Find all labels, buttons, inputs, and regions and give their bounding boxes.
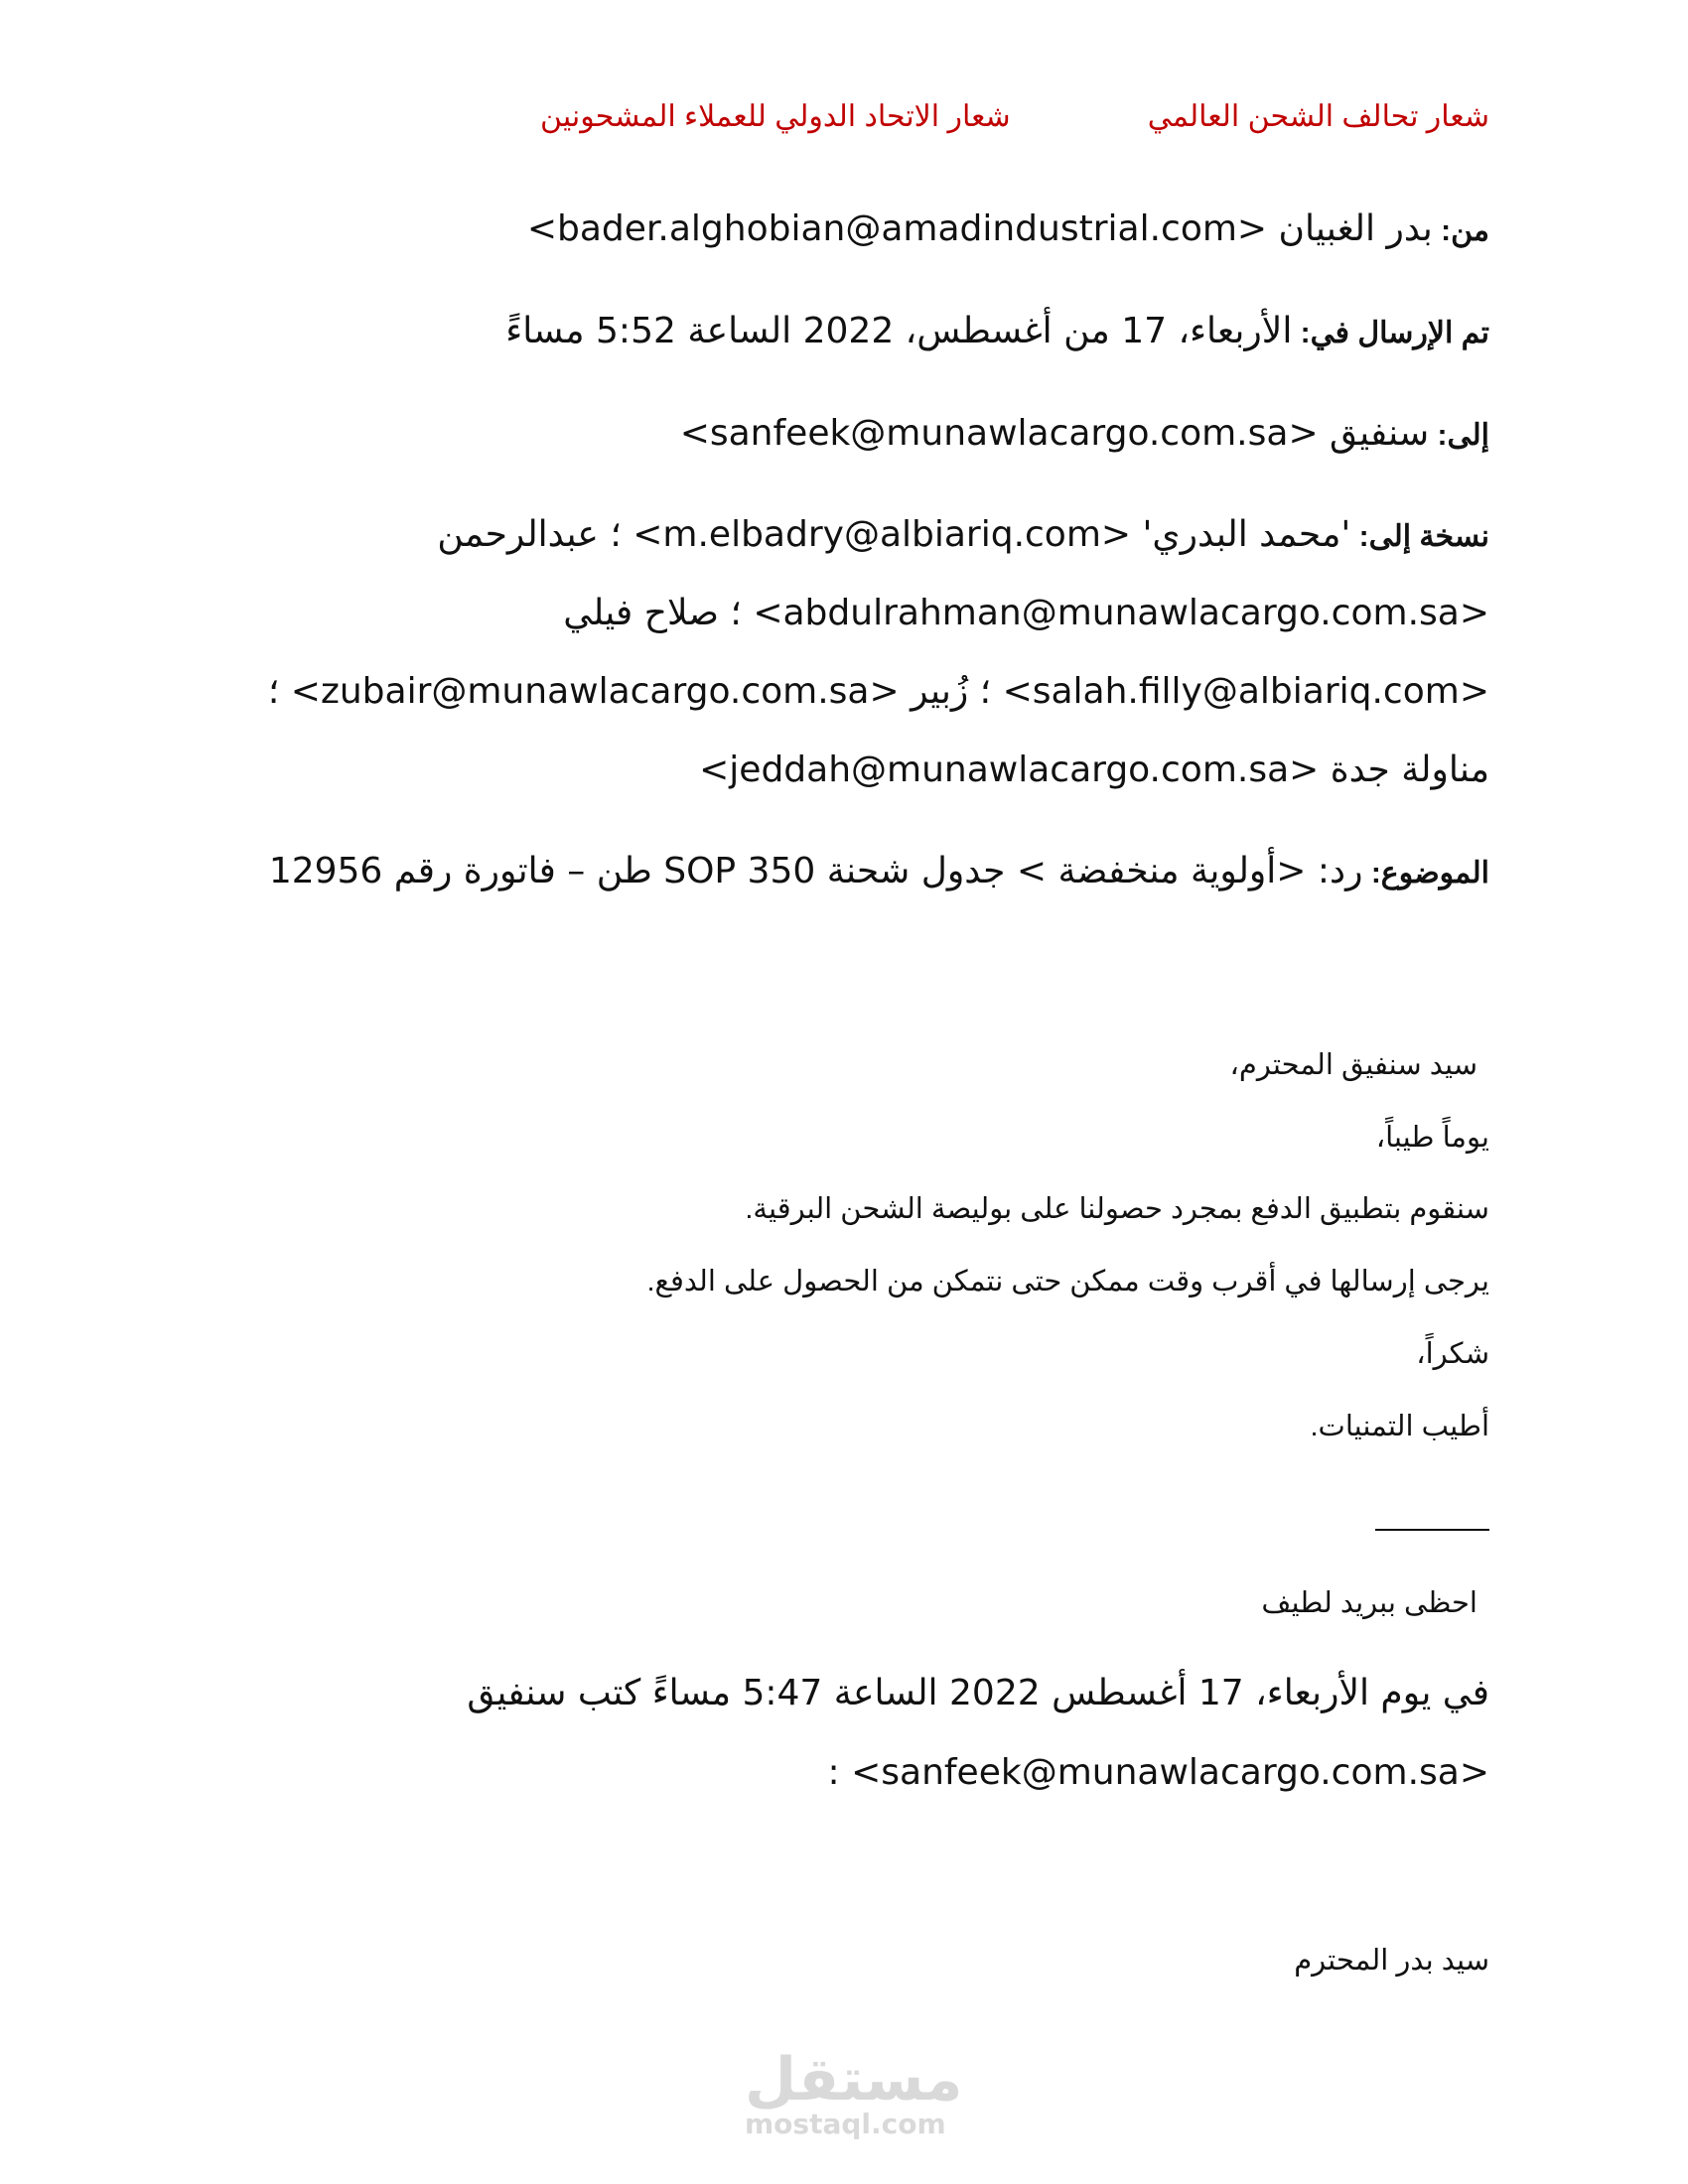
subject-value: رد: <أولوية منخفضة > جدول شحنة SOP 350 طن – فاتورة رقم 12956 — [268, 851, 1363, 891]
body-regards: أطيب التمنيات. — [1310, 1411, 1489, 1442]
mostaql-watermark — [745, 2045, 963, 2140]
cc-line-1 — [437, 514, 1489, 555]
to-value: سنفيق <sanfeek@munawlacargo.com.sa> — [679, 413, 1430, 454]
from-label: من: — [1441, 214, 1489, 247]
sent-line — [505, 311, 1489, 351]
cc-value-1: 'محمد البدري' <m.elbadry@albiariq.com> ؛ عبدالرحمن — [437, 514, 1351, 555]
quoted-intro-line-1 — [467, 1673, 1489, 1713]
body-thanks: شكراً، — [1416, 1338, 1489, 1370]
body-line-1: سنقوم بتطبيق الدفع بمجرد حصولنا على بوليصة الشحن البرقية. — [745, 1193, 1489, 1225]
quoted-salutation: سيد بدر المحترم — [1294, 1945, 1489, 1977]
watermark-arabic: مستقل — [745, 2045, 963, 2115]
cc-line-4: مناولة جدة <jeddah@munawlacargo.com.sa> — [699, 750, 1489, 790]
cc-line-3: <salah.filly@albiariq.com> ؛ زُبير <zubair@munawlacargo.com.sa> ؛ — [267, 671, 1489, 712]
sent-label: تم الإرسال في: — [1300, 317, 1489, 349]
signature-divider — [1375, 1529, 1489, 1531]
logos-row — [540, 99, 1489, 134]
logo-text-global-shipping-alliance: شعار تحالف الشحن العالمي — [1147, 100, 1489, 133]
cc-label: نسخة إلى: — [1358, 520, 1489, 553]
quoted-intro-text-1: في يوم الأربعاء، 17 أغسطس 2022 الساعة 5:47 مساءً كتب سنفيق — [467, 1673, 1489, 1713]
from-line — [527, 208, 1489, 249]
watermark-latin: mostaql.com — [745, 2108, 946, 2140]
quoted-wish: احظى ببريد لطيف — [1261, 1587, 1477, 1619]
quoted-intro-email: <sanfeek@munawlacargo.com.sa> : — [827, 1752, 1489, 1793]
to-line — [680, 413, 1489, 454]
subject-line — [269, 851, 1489, 891]
subject-label: الموضوع: — [1370, 857, 1489, 889]
body-line-2: يرجى إرسالها في أقرب وقت ممكن حتى نتمكن من الحصول على الدفع. — [646, 1266, 1489, 1297]
cc-line-2: <abdulrahman@munawlacargo.com.sa> ؛ صلاح فيلي — [563, 593, 1489, 633]
body-greeting: سيد سنفيق المحترم، — [1229, 1049, 1477, 1081]
logo-text-international-shippers-union: شعار الاتحاد الدولي للعملاء المشحونين — [540, 100, 1011, 133]
from-value: بدر الغبيان <bader.alghobian@amadindustrial.com> — [526, 208, 1433, 249]
sent-value: الأربعاء، 17 من أغسطس، 2022 الساعة 5:52 مساءً — [505, 311, 1293, 351]
to-label: إلى: — [1437, 419, 1489, 452]
body-good-day: يوماً طيباً، — [1375, 1122, 1489, 1154]
quoted-intro-line-2 — [828, 1752, 1490, 1793]
